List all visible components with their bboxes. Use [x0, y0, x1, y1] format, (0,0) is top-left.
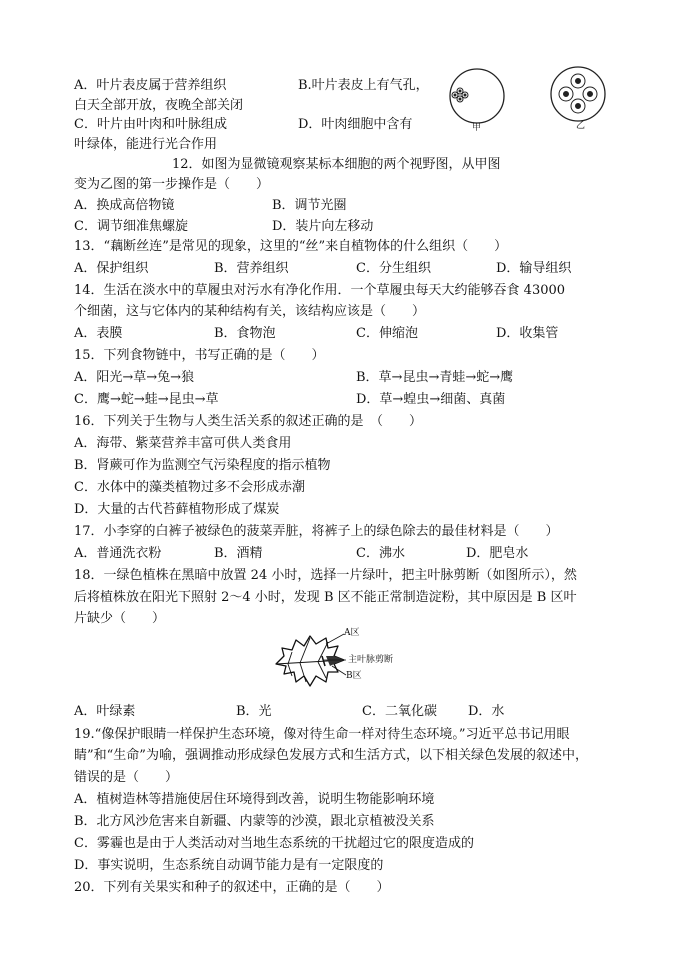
q11-option-d: D．叶肉细胞中含有: [298, 117, 413, 132]
q12-option-b: B．调节光圈: [272, 198, 347, 213]
leaf-label-a-zone: A区: [344, 628, 360, 638]
field-jia-cells: [452, 88, 468, 102]
q16-option-c: C．水体中的藻类植物过多不会形成赤潮: [74, 480, 305, 495]
q15-option-c: C．鹰→蛇→蛙→昆虫→草: [74, 392, 219, 407]
leaf-label-vein-cut: 主叶脉剪断: [348, 655, 394, 665]
q19-option-b: B．北方风沙危害来自新疆、内蒙等的沙漠，跟北京植被没关系: [74, 814, 435, 829]
q14-option-a: A．表膜: [74, 326, 123, 341]
q18-stem-cont-2: 片缺少（ ）: [74, 611, 166, 626]
q17-option-c: C．沸水: [356, 546, 405, 561]
q17-option-b: B．酒精: [214, 546, 263, 561]
q20-stem: 20．下列有关果实和种子的叙述中，正确的是（ ）: [74, 880, 390, 895]
q11-option-c: C．叶片由叶肉和叶脉组成: [74, 117, 227, 132]
q13-stem: 13．“藕断丝连”是常见的现象，这里的“丝”来自植物体的什么组织（ ）: [74, 239, 508, 254]
q19-option-d: D．事实说明，生态系统自动调节能力是有一定限度的: [74, 858, 384, 873]
q19-stem-cont-1: 睛”和“生命”为喻，强调推动形成绿色发展方式和生活方式，以下相关绿色发展的叙述中，: [74, 748, 588, 763]
leaf-figure: [270, 626, 440, 696]
q18-stem-cont-1: 后将植株放在阳光下照射 2～4 小时，发现 B 区不能正常制造淀粉，其中原因是 B 区叶: [74, 590, 577, 605]
q16-option-b: B．肾蕨可作为监测空气污染程度的指示植物: [74, 458, 331, 473]
q18-option-d: D．水: [468, 704, 505, 719]
q19-stem-cont-2: 错误的是（ ）: [74, 770, 179, 785]
q19-stem: 19.“像保护眼睛一样保护生态环境，像对待生命一样对待生态环境。”习近平总书记用眼: [74, 727, 570, 742]
q12-option-c: C．调节细准焦螺旋: [74, 219, 188, 234]
q13-option-d: D．输导组织: [496, 261, 572, 276]
q15-option-d: D．草→蝗虫→细菌、真菌: [356, 392, 506, 407]
q16-option-d: D．大量的古代苔藓植物形成了煤炭: [74, 502, 280, 517]
q18-option-b: B．光: [236, 704, 272, 719]
q11-option-b-cont: 白天全部开放，夜晚全部关闭: [74, 98, 244, 113]
q13-option-c: C．分生组织: [356, 261, 431, 276]
q15-option-a: A．阳光→草→兔→狼: [74, 370, 195, 385]
q18-option-a: A．叶绿素: [74, 704, 136, 719]
q14-option-b: B．食物泡: [214, 326, 276, 341]
q12-option-a: A．换成高倍物镜: [74, 198, 175, 213]
microscope-fields-figure: [438, 66, 628, 142]
q17-option-d: D．肥皂水: [466, 546, 529, 561]
q12-stem: 12．如图为显微镜观察某标本细胞的两个视野图，从甲图: [172, 157, 501, 172]
q14-option-d: D．收集管: [496, 326, 559, 341]
leaf-label-b-zone: B区: [346, 671, 362, 681]
q19-option-c: C．雾霾也是由于人类活动对当地生态系统的干扰超过它的限度造成的: [74, 836, 474, 851]
q16-option-a: A．海带、紫菜营养丰富可供人类食用: [74, 436, 292, 451]
figure-label-yi: 乙: [576, 121, 586, 131]
q15-option-b: B．草→昆虫→青蛙→蛇→鹰: [356, 370, 514, 385]
q11-option-b: B.叶片表皮上有气孔，: [298, 78, 429, 93]
q16-stem: 16．下列关于生物与人类生活关系的叙述正确的是 （ ）: [74, 414, 423, 429]
figure-label-jia: 甲: [472, 123, 482, 133]
q11-option-d-cont: 叶绿体，能进行光合作用: [74, 137, 218, 152]
q18-option-c: C．二氧化碳: [362, 704, 437, 719]
field-yi-cells: [559, 74, 597, 113]
q19-option-a: A．植树造林等措施使居住环境得到改善，说明生物能影响环境: [74, 792, 435, 807]
q14-option-c: C．伸缩泡: [356, 326, 418, 341]
q13-option-b: B．营养组织: [214, 261, 289, 276]
q18-stem: 18．一绿色植株在黑暗中放置 24 小时，选择一片绿叶，把主叶脉剪断（如图所示），然: [74, 568, 577, 583]
q17-stem: 17．小李穿的白裤子被绿色的菠菜弄脏，将裤子上的绿色除去的最佳材料是（ ）: [74, 524, 559, 539]
q14-stem: 14．生活在淡水中的草履虫对污水有净化作用．一个草履虫每天大约能够吞食 43000: [74, 283, 566, 298]
q12-option-d: D．装片向左移动: [272, 219, 374, 234]
q11-option-a: A．叶片表皮属于营养组织: [74, 78, 227, 93]
q14-stem-cont: 个细菌，这与它体内的某种结构有关，该结构应该是（ ）: [74, 304, 426, 319]
q12-stem-cont: 变为乙图的第一步操作是（ ）: [74, 177, 270, 192]
q13-option-a: A．保护组织: [74, 261, 149, 276]
q17-option-a: A．普通洗衣粉: [74, 546, 162, 561]
q15-stem: 15．下列食物链中，书写正确的是（ ）: [74, 348, 325, 363]
